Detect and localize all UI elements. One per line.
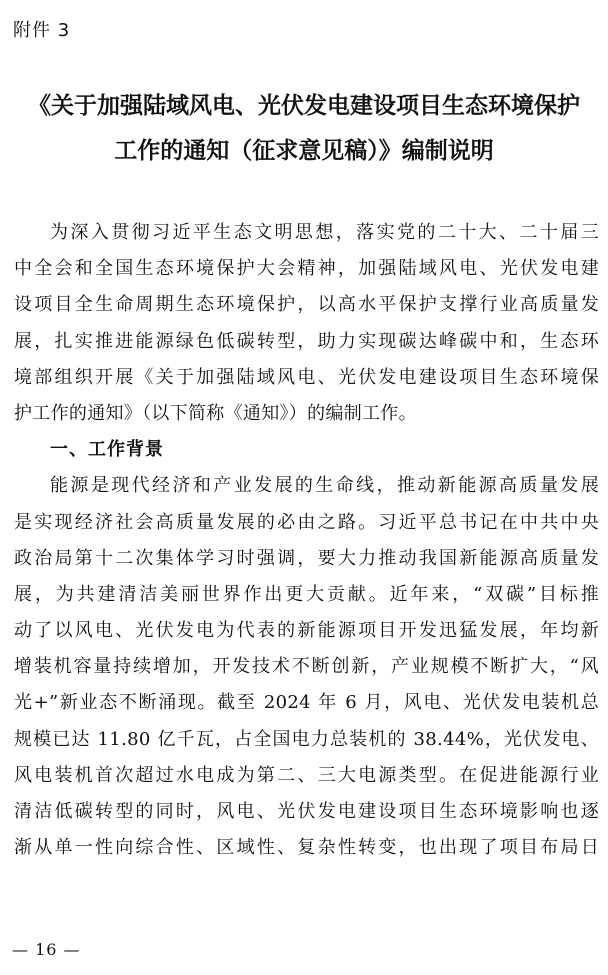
section-heading-background: 一、工作背景 (50, 439, 164, 461)
attachment-label: 附件 3 (13, 20, 71, 41)
document-body (14, 215, 599, 866)
paragraph-line: 为深入贯彻习近平生态文明思想，落实党的二十大、二十届三 (50, 222, 599, 243)
page-number: — 16 — (12, 940, 81, 959)
paragraph-line: 设项目全生命周期生态环境保护，以高水平保护支撑行业高质量发 (14, 294, 599, 316)
background-paragraph (14, 468, 599, 866)
paragraph-line: 中全会和全国生态环境保护大会精神，加强陆域风电、光伏发电建 (14, 258, 599, 280)
paragraph-line: 能源是现代经济和产业发展的生命线，推动新能源高质量发展 (50, 475, 599, 497)
paragraph-line: 动了以风电、光伏发电为代表的新能源项目开发迅猛发展，年均新 (14, 620, 599, 642)
paragraph-line: 是实现经济社会高质量发展的必由之路。习近平总书记在中共中央 (14, 511, 599, 533)
paragraph-line: 规模已达 11.80 亿千瓦，占全国电力总装机的 38.44%，光伏发电、 (14, 728, 599, 750)
paragraph-line: 政治局第十二次集体学习时强调，要大力推动我国新能源高质量发 (14, 547, 599, 569)
paragraph-line: 增装机容量持续增加，开发技术不断创新，产业规模不断扩大，“风 (14, 656, 599, 678)
document-title-line-1: 《关于加强陆域风电、光伏发电建设项目生态环境保护 (28, 93, 580, 119)
paragraph-line: 护工作的通知》（以下简称《通知》）的编制工作。 (14, 402, 417, 424)
paragraph-line: 展，为共建清洁美丽世界作出更大贡献。近年来，“双碳”目标推 (14, 583, 599, 605)
paragraph-line: 光+”新业态不断涌现。截至 2024 年 6 月，风电、光伏发电装机总 (14, 692, 599, 714)
document-title-line-2: 工作的通知（征求意见稿）》编制说明 (114, 138, 494, 164)
intro-paragraph (14, 215, 599, 432)
paragraph-line: 渐从单一性向综合性、区域性、复杂性转变，也出现了项目布局日 (14, 837, 599, 859)
paragraph-line: 风电装机首次超过水电成为第二、三大电源类型。在促进能源行业 (14, 764, 599, 786)
paragraph-line: 展，扎实推进能源绿色低碳转型，助力实现碳达峰碳中和，生态环 (14, 330, 599, 352)
paragraph-line: 清洁低碳转型的同时，风电、光伏发电建设项目生态环境影响也逐 (14, 801, 599, 822)
paragraph-line: 境部组织开展《关于加强陆域风电、光伏发电建设项目生态环境保 (14, 366, 599, 388)
